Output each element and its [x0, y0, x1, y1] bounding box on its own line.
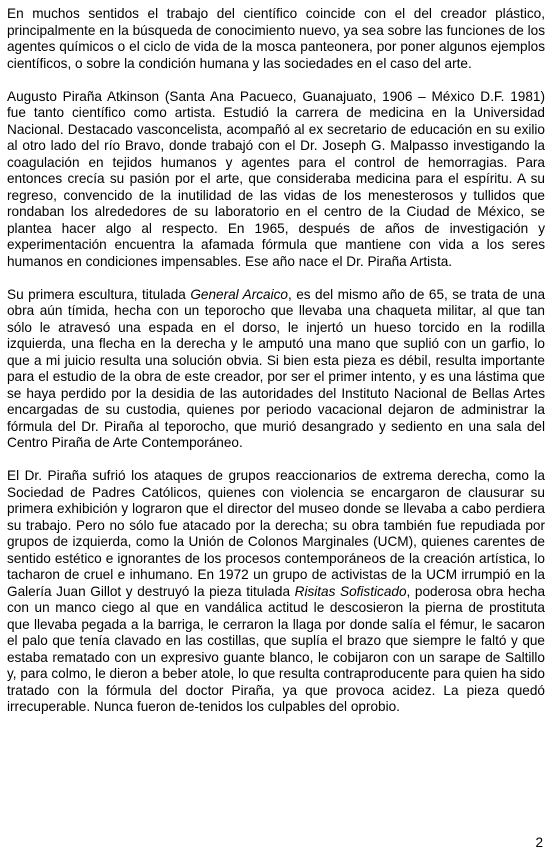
text-run: Su primera escultura, titulada: [7, 286, 191, 302]
paragraph-first-sculpture: [7, 287, 545, 452]
text-run: El Dr. Piraña sufrió los ataques de grupos reaccionarios de extrema derecha, como la Sociedad de Padres Católicos, quienes con violencia se encargaron de clausurar su primera exhibición y lograron que el director del museo donde se llevaba a cabo perdiera su trabajo. Pero no sólo fue atacado por la derecha; su obra también fue repudiada por grupos de izquierda, como la Unión de Colonos Marginales (UCM), quienes carentes de sentido estético e ignorantes de los procesos contemporáneos de la creación artística, lo tacharon de cruel e inhumano. En 1972 un grupo de activistas de la UCM irrumpió en la Galería Juan Gillot y destruyó la pieza titulada: [7, 468, 545, 599]
text-run: Augusto Piraña Atkinson (Santa Ana Pacueco, Guanajuato, 1906 – México D.F. 1981) fue tanto científico como artista. Estudió la carrera de medicina en la Universidad Nacional. Destacado vasconcelista, acompañó al ex secretario de educación en su exilio al otro lado del río Bravo, donde trabajó con el Dr. Joseph G. Malpasso investigando la coagulación en tejidos humanos y agentes para el control de hemorragias. Para entonces crecía su pasión por el arte, que consideraba medicina para el espíritu. A su regreso, convencido de la inutilidad de las vidas de los menesterosos y tullidos que rondaban los alrededores de su laboratorio en el centro de la Ciudad de México, se plantea hacer algo al respecto. En 1965, después de años de investigación y experimentación encuentra la afamada fórmula que mantiene con vida a los seres humanos en condiciones impensables. Ese año nace el Dr. Piraña Artista.: [7, 88, 545, 269]
document-body: [7, 6, 545, 732]
text-run: , poderosa obra hecha con un manco ciego al que en vandálica actitud le descosieron la pierna de prostituta que llevaba pegada a la barriga, le cerraron la llaga por donde salía el fémur, le sacaron el palo que tenía clavado en las costillas, que suplía el brazo que siempre le faltó y que estaba rematado con un expresivo guante blanco, le cobijaron con un sarape de Saltillo y, para colmo, le dieron a beber atole, lo que resulta contraproducente para quien ha sido tratado con la fórmula del doctor Piraña, ya que provoca acidez. La pieza quedó irrecuperable. Nunca fueron de-tenidos los culpables del oprobio.: [7, 583, 546, 714]
artwork-title: Risitas Sofisticado: [294, 583, 407, 599]
paragraph-intro: [7, 6, 545, 72]
page-number: 2: [535, 835, 543, 850]
text-run: , es del mismo año de 65, se trata de una obra aún tímida, hecha con un teporocho que llevaba una chaqueta militar, al que tan sólo le atravesó una espada en el dorso, le injertó un hueso torcido en la rodilla izquierda, una flecha en la derecha y le amputó una mano que suplió con un garfio, lo que a mi juicio resulta una solución obvia. Si bien esta pieza es débil, resulta importante para el estudio de la obra de este creador, por ser el primer intento, y es una lástima que se haya perdido por la desidia de las autoridades del Instituto Nacional de Bellas Artes encargadas de su custodia, quienes por periodo vacacional dejaron de administrar la fórmula del Dr. Piraña al teporocho, que murió desangrado y sediento en una sala del Centro Piraña de Arte Contemporáneo.: [7, 286, 545, 450]
text-run: En muchos sentidos el trabajo del científico coincide con el del creador plástico, principalmente en la búsqueda de conocimiento nuevo, ya sea sobre las funciones de los agentes químicos o el ciclo de vida de la mosca panteonera, por poner algunos ejemplos científicos, o sobre la condición humana y las sociedades en el caso del arte.: [7, 6, 545, 71]
artwork-title: General Arcaico: [190, 286, 288, 302]
paragraph-attacks: [7, 468, 545, 716]
paragraph-biography: [7, 89, 545, 271]
